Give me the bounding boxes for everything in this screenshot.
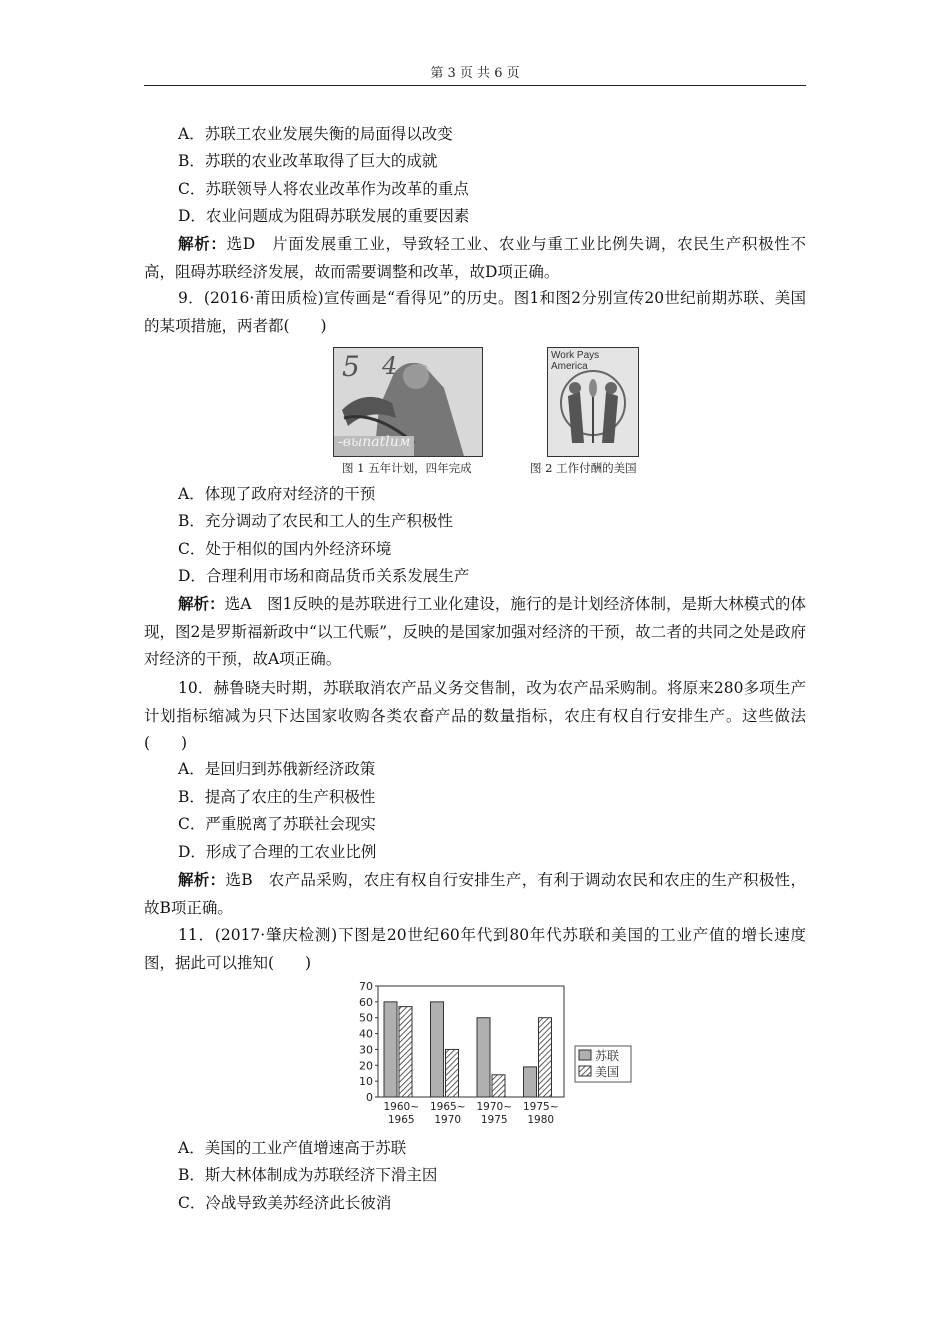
q9-analysis [144, 590, 806, 674]
analysis-label: 解析： [178, 870, 226, 889]
q8-option-b: B．苏联的农业改革取得了巨大的成就 [178, 152, 438, 170]
legend-label: 苏联 [595, 1049, 620, 1063]
q9-option-d: D．合理利用市场和商品货币关系发展生产 [178, 567, 470, 585]
analysis-label: 解析： [178, 234, 227, 253]
x-tick-label: 1975 [480, 1114, 508, 1126]
page-header: 第 3 页 共 6 页 [430, 66, 520, 81]
q8-option-d: D．农业问题成为阻碍苏联发展的重要因素 [178, 207, 470, 225]
bar-ussr [431, 1002, 444, 1097]
bar-usa [446, 1049, 459, 1097]
bar-usa [539, 1018, 552, 1097]
bar-ussr [384, 1002, 397, 1097]
q10-option-c: C．严重脱离了苏联社会现实 [178, 815, 376, 833]
q10-analysis [144, 866, 806, 922]
y-tick-label: 60 [359, 995, 373, 1009]
figure-1 [333, 347, 483, 457]
y-tick-label: 0 [366, 1091, 373, 1104]
y-tick-label: 50 [359, 1011, 373, 1025]
legend-label: 美国 [595, 1065, 620, 1079]
q11-option-a: A．美国的工业产值增速高于苏联 [178, 1139, 407, 1157]
q8-analysis [144, 230, 806, 286]
legend-swatch [579, 1050, 591, 1060]
x-tick-label: 1960~ [383, 1101, 420, 1113]
analysis-label: 解析： [178, 594, 225, 613]
q10-option-a: A．是回归到苏俄新经济政策 [178, 760, 376, 778]
q9-stem: 9．(2016·莆田质检)宣传画是“看得见”的历史。图1和图2分别宣传20世纪前期苏联、美国的某项措施，两者都( ) [144, 289, 806, 335]
figure-1-number-5: 5 [342, 350, 360, 383]
bar-usa [399, 1007, 412, 1097]
x-tick-label: 1965~ [429, 1101, 466, 1113]
y-tick-label: 30 [359, 1043, 373, 1057]
figure-2-caption: 图 2 工作付酬的美国 [530, 461, 637, 475]
analysis-text: 选A 图1反映的是苏联进行工业化建设，施行的是计划经济体制，是斯大林模式的体现，图2是罗斯福新政中“以工代赈”，反映的是国家加强对经济的干预，故二者的共同之处是政府对经济的干预，故A项正确。 [144, 595, 806, 668]
q9-option-a: A．体现了政府对经济的干预 [178, 485, 376, 503]
analysis-text: 选D 片面发展重工业，导致轻工业、农业与重工业比例失调，农民生产积极性不高，阻碍苏联经济发展，故而需要调整和改革，故D项正确。 [144, 235, 806, 281]
q9-option-b: B．充分调动了农民和工人的生产积极性 [178, 512, 453, 530]
q11-stem: 11．(2017·肇庆检测)下图是20世纪60年代到80年代苏联和美国的工业产值的增长速度图，据此可以推知( ) [144, 926, 806, 972]
x-tick-label: 1970 [434, 1114, 462, 1126]
y-tick-label: 10 [359, 1075, 373, 1089]
figure-1-number-4: 4 [382, 352, 398, 380]
x-tick-label: 1980 [527, 1114, 555, 1126]
header-rule [144, 85, 806, 86]
y-tick-label: 20 [359, 1059, 373, 1073]
q8-option-a: A．苏联工农业发展失衡的局面得以改变 [178, 125, 453, 143]
analysis-text: 选B 农产品采购，农庄有权自行安排生产，有利于调动农民和农庄的生产积极性，故B项正确。 [144, 871, 806, 917]
x-tick-label: 1970~ [476, 1101, 513, 1113]
bar-ussr [477, 1018, 490, 1097]
figure-1-caption: 图 1 五年计划，四年完成 [342, 461, 472, 475]
q11-option-b: B．斯大林体制成为苏联经济下滑主因 [178, 1166, 438, 1184]
q8-option-c: C．苏联领导人将农业改革作为改革的重点 [178, 180, 469, 198]
y-tick-label: 70 [359, 980, 373, 993]
figure-2-slogan: Work Pays America [551, 350, 600, 372]
q10-stem: 10．赫鲁晓夫时期，苏联取消农产品义务交售制，改为农产品采购制。将原来280多项生产计划指标缩减为只下达国家收购各类农畜产品的数量指标，农庄有权自行安排生产。这些做法( ) [144, 679, 806, 752]
x-tick-label: 1965 [387, 1114, 415, 1126]
x-tick-label: 1975~ [522, 1101, 559, 1113]
figure-2 [547, 347, 639, 457]
figure-1-slogan: -выпаtlим [338, 434, 411, 450]
q9-option-c: C．处于相似的国内外经济环境 [178, 540, 392, 558]
q10-option-d: D．形成了合理的工农业比例 [178, 843, 377, 861]
growth-bar-chart [354, 980, 644, 1132]
legend-swatch [579, 1066, 591, 1076]
bar-usa [492, 1075, 505, 1097]
q10-option-b: B．提高了农庄的生产积极性 [178, 788, 376, 806]
bar-ussr [524, 1067, 537, 1097]
q11-option-c: C．冷战导致美苏经济此长彼消 [178, 1194, 392, 1212]
y-tick-label: 40 [359, 1027, 373, 1041]
